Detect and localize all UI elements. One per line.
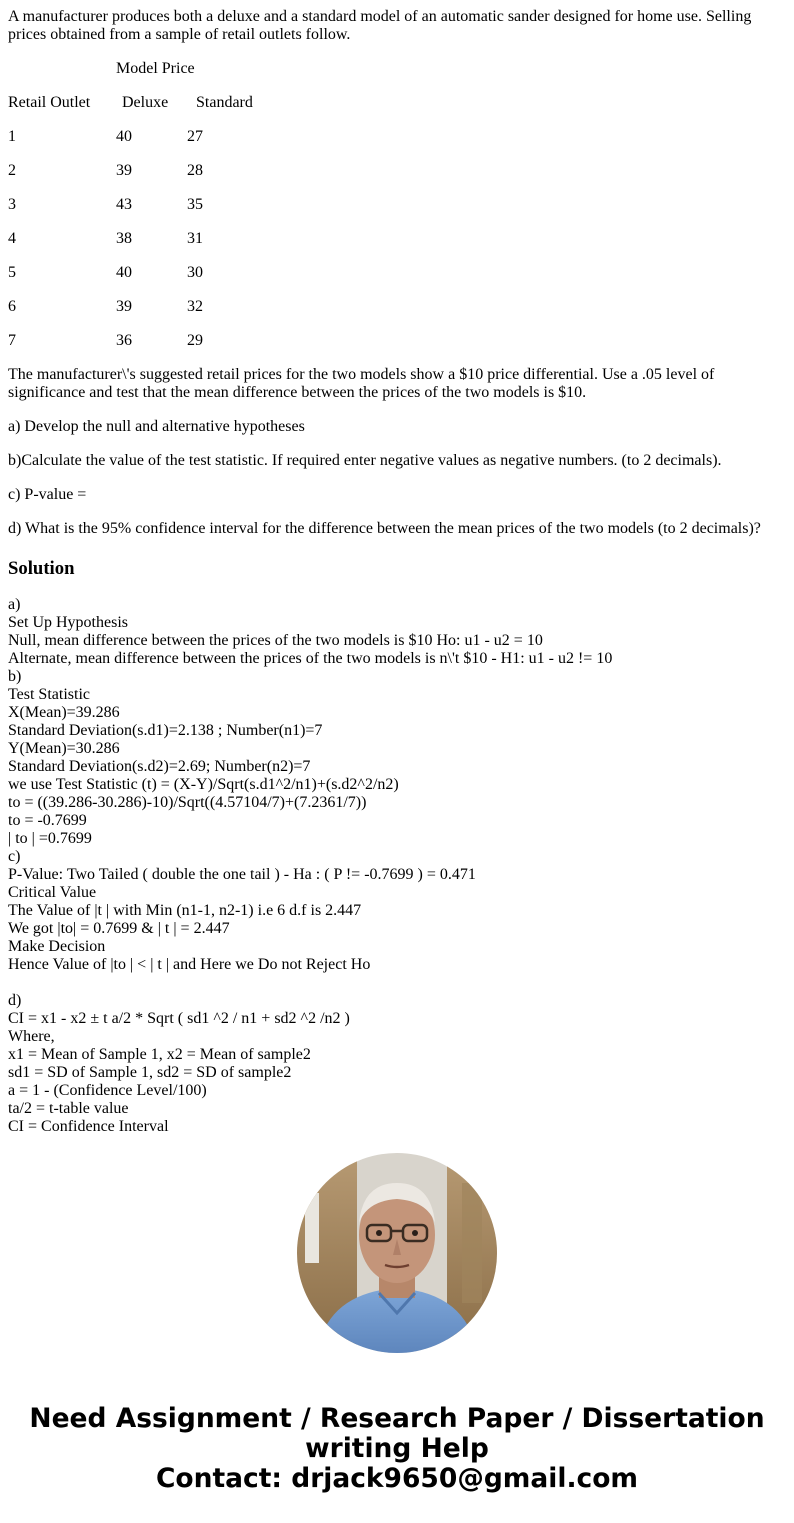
document-body — [8, 0, 786, 1140]
table-row — [8, 196, 786, 214]
solution-line: P-Value: Two Tailed ( double the one tail ) - Ha : ( P != -0.7699 ) = 0.471 — [8, 866, 476, 883]
table-row — [8, 264, 786, 282]
question-statement: The manufacturer\'s suggested retail prices for the two models show a $10 price differential. Use a .05 level of significance and test that the mean difference between the prices of the two models is $10. — [8, 366, 715, 401]
promo-contact: Contact: drjack9650@gmail.com — [155, 1463, 639, 1494]
outlet-cell: 7 — [8, 332, 16, 349]
deluxe-cell: 38 — [116, 230, 132, 247]
deluxe-cell: 36 — [116, 332, 132, 349]
solution-line: Make Decision — [8, 938, 106, 955]
solution-line: | to | =0.7699 — [8, 830, 92, 847]
solution-line: c) — [8, 848, 21, 865]
table-group-header-row — [8, 60, 786, 78]
solution-line: Standard Deviation(s.d2)=2.69; Number(n2)=7 — [8, 758, 311, 775]
solution-line: x1 = Mean of Sample 1, x2 = Mean of sample2 — [8, 1046, 311, 1063]
solution-line: Test Statistic — [8, 686, 90, 703]
outlet-cell: 2 — [8, 162, 16, 179]
solution-line: X(Mean)=39.286 — [8, 704, 120, 721]
table-row — [8, 162, 786, 180]
solution-line: to = -0.7699 — [8, 812, 87, 829]
author-avatar — [297, 1153, 497, 1353]
deluxe-cell: 40 — [116, 128, 132, 145]
question-part-d: d) What is the 95% confidence interval for the difference between the mean prices of the two models (to 2 decimals)? — [8, 520, 761, 537]
deluxe-cell: 40 — [116, 264, 132, 281]
standard-cell: 28 — [187, 162, 203, 179]
standard-cell: 31 — [187, 230, 203, 247]
table-row — [8, 230, 786, 248]
question-part-a: a) Develop the null and alternative hypotheses — [8, 418, 305, 435]
question-part-c: c) P-value = — [8, 486, 87, 503]
standard-cell: 27 — [187, 128, 203, 145]
solution-line — [8, 974, 786, 992]
outlet-cell: 5 — [8, 264, 16, 281]
outlet-cell: 6 — [8, 298, 16, 315]
standard-cell: 29 — [187, 332, 203, 349]
outlet-cell: 3 — [8, 196, 16, 213]
solution-line: The Value of |t | with Min (n1-1, n2-1) i.e 6 d.f is 2.447 — [8, 902, 362, 919]
outlet-cell: 1 — [8, 128, 16, 145]
solution-line: CI = x1 - x2 ± t a/2 * Sqrt ( sd1 ^2 / n1 + sd2 ^2 /n2 ) — [8, 1010, 350, 1027]
solution-line: Critical Value — [8, 884, 97, 901]
solution-line: d) — [8, 992, 22, 1009]
solution-line: We got |to| = 0.7699 & | t | = 2.447 — [8, 920, 230, 937]
table-group-header: Model Price — [116, 60, 195, 77]
solution-line: Standard Deviation(s.d1)=2.138 ; Number(n1)=7 — [8, 722, 323, 739]
solution-line: CI = Confidence Interval — [8, 1118, 169, 1135]
solution-line: Alternate, mean difference between the prices of the two models is n\'t $10 - H1: u1 - u2 != 10 — [8, 650, 613, 667]
question-intro: A manufacturer produces both a deluxe and a standard model of an automatic sander designed for home use. Selling prices obtained from a sample of retail outlets follow. — [8, 8, 752, 43]
table-header-outlet: Retail Outlet — [8, 94, 91, 111]
solution-line: Hence Value of |to | < | t | and Here we Do not Reject Ho — [8, 956, 371, 973]
outlet-cell: 4 — [8, 230, 16, 247]
solution-line: Y(Mean)=30.286 — [8, 740, 120, 757]
table-row — [8, 332, 786, 350]
promo-line-2: writing Help — [305, 1433, 489, 1464]
solution-line: we use Test Statistic (t) = (X-Y)/Sqrt(s.d1^2/n1)+(s.d2^2/n2) — [8, 776, 399, 793]
promo-line-1: Need Assignment / Research Paper / Dissertation — [29, 1403, 765, 1434]
table-header-standard: Standard — [196, 94, 253, 111]
deluxe-cell: 39 — [116, 298, 132, 315]
solution-line: ta/2 = t-table value — [8, 1100, 129, 1117]
table-row — [8, 128, 786, 146]
solution-line: b) — [8, 668, 22, 685]
table-header-row — [8, 94, 786, 112]
solution-line: Null, mean difference between the prices of the two models is $10 Ho: u1 - u2 = 10 — [8, 632, 543, 649]
question-part-b: b)Calculate the value of the test statistic. If required enter negative values as negative numbers. (to 2 decimals). — [8, 452, 722, 469]
solution-line: a = 1 - (Confidence Level/100) — [8, 1082, 207, 1099]
deluxe-cell: 39 — [116, 162, 132, 179]
solution-line: a) — [8, 596, 21, 613]
solution-line: Set Up Hypothesis — [8, 614, 128, 631]
standard-cell: 35 — [187, 196, 203, 213]
solution-heading: Solution — [8, 558, 75, 579]
solution-line: sd1 = SD of Sample 1, sd2 = SD of sample2 — [8, 1064, 292, 1081]
standard-cell: 30 — [187, 264, 203, 281]
table-row — [8, 298, 786, 316]
standard-cell: 32 — [187, 298, 203, 315]
promo-banner — [0, 1404, 794, 1494]
table-header-deluxe: Deluxe — [122, 94, 169, 111]
solution-line: Where, — [8, 1028, 55, 1045]
deluxe-cell: 43 — [116, 196, 132, 213]
solution-line: to = ((39.286-30.286)-10)/Sqrt((4.57104/7)+(7.2361/7)) — [8, 794, 367, 811]
solution-body — [8, 596, 786, 1140]
